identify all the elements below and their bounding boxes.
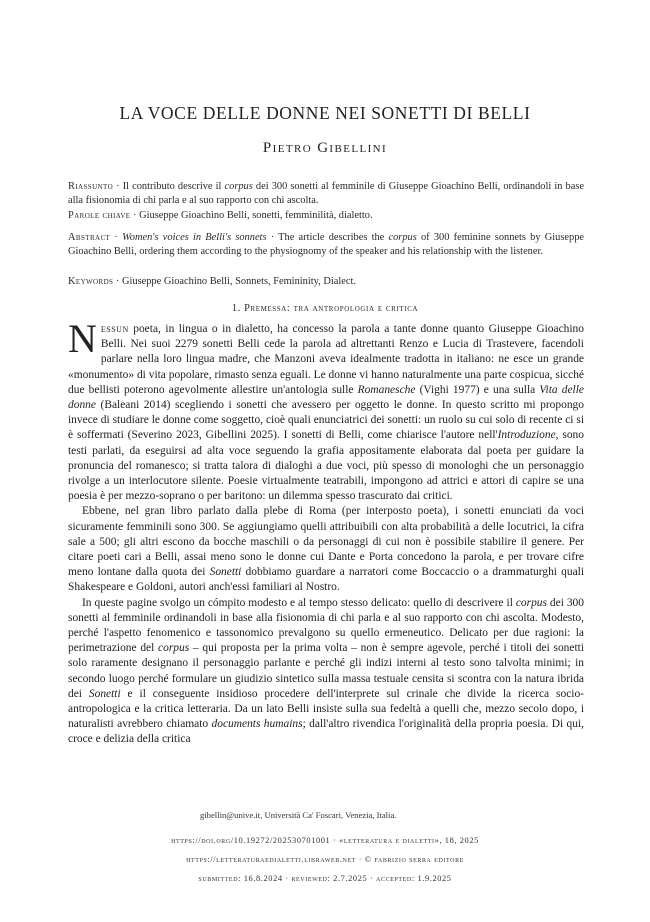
p3-text-e: ; dall'altro rivendica l'originalità della propria poesia. Di qui, croce e delizia della critica <box>68 718 584 746</box>
drop-cap: N <box>68 316 97 361</box>
abstract-text-b: of 300 feminine sonnets by Giuseppe Gioachino Belli, ordering them according to the physiognomy of the speaker and his relationship with the listener. <box>68 232 584 257</box>
article-title: LA VOCE DELLE DONNE NEI SONETTI DI BELLI <box>119 103 531 123</box>
p3-text-c: – qui proposta per la prima volta – non è sempre agevole, perché i titoli dei sonetti solo raramente designano il personaggio parlante e perché gli indizi interni al testo sono talvolta minimi; in secondo luogo perché formulare un giudizio sintetico sulla massa testuale censita si scontra con la natura ibrida dei <box>68 642 585 700</box>
keywords-block <box>68 275 584 289</box>
p1-em-vita: Vita delle donne <box>68 383 584 412</box>
p1-em-romanesche: Romanesche <box>357 383 416 396</box>
parole-chiave-block <box>68 209 584 223</box>
p1-text-c: (Baleani 2014) scegliendo i sonetti che avessero per oggetto le donne. In questo scritto mi propongo invece di studiare le donne come soggetto, cioè quali enunciatrici dei sonetti: un ruolo su cui solo di recente ci si è soffermati (Severino 2023, Gibellini 2025). I sonetti di Belli, come chiarisce l'autore nell' <box>68 399 584 442</box>
p1-em-introduzione: Introduzione <box>497 429 556 442</box>
keywords-label: Keywords <box>68 276 114 287</box>
riassunto-block <box>68 180 584 207</box>
parole-chiave-label: Parole chiave <box>68 210 131 221</box>
riassunto-label: Riassunto <box>68 181 114 192</box>
footer-dates-line: submitted: 16.8.2024 · reviewed: 2.7.2025 · accepted: 1.9.2025 <box>198 874 452 883</box>
p1-text-a: poeta, in lingua o in dialetto, ha concesso la parola a tante donne quanto Giuseppe Gioachino Belli. Nei suoi 2279 sonetti Belli cede la parola ad altrettanti Renzo e Lucia di Trastevere, facendoli parlare nella loro lingua madre, che Manzoni aveva idealmente tradotta in italiano: ne esce un grande «monumento» di vita popolare, rimasto senza eguali. Le donne vi hanno naturalmente una parte cospicua, sicché due bellisti poterono agevolmente allestire un'antologia sulle <box>68 323 584 396</box>
riassunto-sep: · <box>113 181 123 192</box>
lead-word: essun <box>100 323 129 335</box>
abstract-block <box>68 231 584 258</box>
parole-chiave-sep: · <box>130 210 140 221</box>
footer-website-line: https://letteraturaedialetti.libraweb.net · © fabrizio serra editore <box>186 855 464 864</box>
parole-chiave-text: Giuseppe Gioachino Belli, sonetti, femminilità, dialetto. <box>139 210 373 221</box>
article-author: Pietro Gibellini <box>262 140 388 156</box>
p1-text-b: (Vighi 1977) e una sulla <box>415 383 540 396</box>
p2-em-sonetti: Sonetti <box>209 566 242 579</box>
footer-doi-line: https://doi.org/10.19272/202530701001 · «letteratura e dialetti», 18, 2025 <box>171 836 479 845</box>
riassunto-corpus: corpus <box>224 181 253 192</box>
riassunto-text-b: dei 300 sonetti al femminile di Giuseppe Gioachino Belli, ordinandoli in base alla fisionomia di chi parla e al suo rapporto con chi ascolta. <box>68 181 584 206</box>
abstract-corpus: corpus <box>388 232 417 243</box>
abstract-sep: · <box>110 232 123 243</box>
abstract-title: Women's voices in Belli's sonnets <box>122 232 267 243</box>
p3-em-documents: documents humains <box>211 718 303 731</box>
p2-text-a: Ebbene, nel gran libro parlato dalla plebe di Roma (per interposto poeta), i sonetti enunciati da voci sicuramente femminili sono 300. Se aggiungiamo quelli attribuibili con alta probabilità a delle locutrici, la cifra sale a 500; gli altri escono da bocche maschili o da personaggi di cui non è possibile stabilire il genere. Per citare poeti cari a Belli, assai meno sono le donne cui Dante e Porta concedono la parola, e per trovare cifre meno lontane dalla quota dei <box>68 505 584 579</box>
paragraph-1 <box>68 316 584 504</box>
p1-text-d: , sono testi parlati, da eseguirsi ad alta voce seguendo la grafia appositamente elaborata dal poeta per guidare la pronuncia del romanesco; si tratta talora di dialoghi a due voci, più spesso di monologhi che un personaggio rivolge a un interlocutore silente. Poesie virtualmente teatrabili, impongono ad attrici e attori di capire se una poesia è per mezzo-soprano o per baritono: un dilemma spesso trascurato dai critici. <box>68 429 584 503</box>
abstract-text-a: · The article describes the <box>266 232 389 243</box>
keywords-text: Giuseppe Gioachino Belli, Sonnets, Femininity, Dialect. <box>121 276 356 287</box>
p3-text-d: e il conseguente insidioso procedere dell'interprete sul crinale che divide la ricerca socio-antropologica e la critica letteraria. Da un lato Belli insiste sulla sua fedeltà a quelli che, mezzo secolo dopo, i naturalisti avrebbero chiamato <box>68 687 584 731</box>
p3-em-corpus-1: corpus <box>515 596 547 609</box>
p3-em-corpus-2: corpus <box>158 642 190 655</box>
p2-text-b: dobbiamo guardare a narratori come Boccaccio o a drammaturghi quali Shakespeare e Goldoni, autori anch'essi familiari al Nostro. <box>68 566 585 594</box>
abstract-label: Abstract <box>68 232 111 243</box>
keywords-sep: · <box>113 276 122 287</box>
paragraph-3 <box>68 596 584 748</box>
p3-text-b: dei 300 sonetti al femminile ordinandoli in base alla fisionomia di chi parla e al suo rapporto con chi ascolta. Modesto, perché l'aspetto fenomenico e tassonomico prevalgono su quello ermeneutico. Delicato per due ragioni: la perimetrazione del <box>68 596 584 655</box>
author-affiliation-footnote: gibellin@unive.it, Università Ca' Foscari, Venezia, Italia. <box>200 810 397 820</box>
riassunto-text-a: Il contributo descrive il <box>122 181 225 192</box>
p3-text-a: In queste pagine svolgo un cómpito modesto e al tempo stesso delicato: quello di descrivere il <box>82 596 516 609</box>
paragraph-2 <box>68 504 584 595</box>
article-body <box>68 316 585 748</box>
p3-em-sonetti: Sonetti <box>88 687 121 700</box>
section-heading: 1. Premessa: tra antropologia e critica <box>231 303 419 314</box>
